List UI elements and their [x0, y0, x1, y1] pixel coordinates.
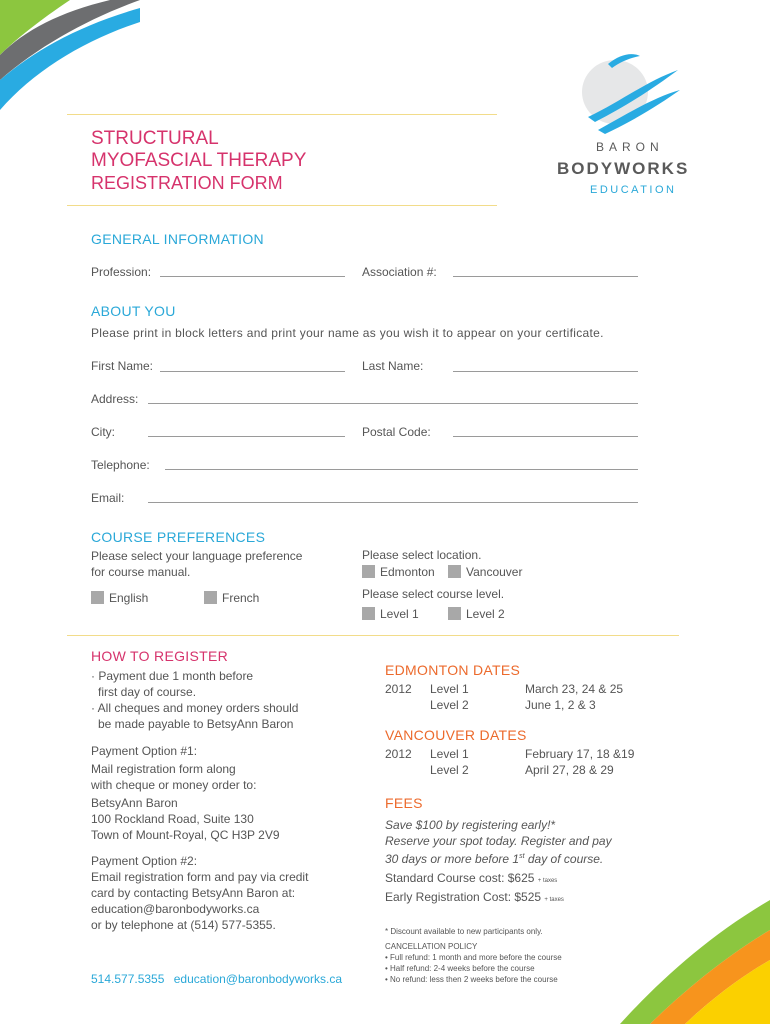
- payment-option-2-email[interactable]: education@baronbodyworks.ca: [91, 902, 260, 916]
- last-name-field[interactable]: [453, 371, 638, 372]
- edmonton-dates-heading: EDMONTON DATES: [385, 662, 521, 678]
- payment-option-1-title: Payment Option #1:: [91, 744, 198, 758]
- discount-note: * Discount available to new participants only.: [385, 927, 543, 936]
- logo-text-bodyworks: BODYWORKS: [557, 159, 690, 178]
- vancouver-date-list: [525, 746, 634, 778]
- location-prompt: Please select location.: [362, 548, 482, 562]
- fees-reserve-line-1: Reserve your spot today. Register and pay: [385, 834, 612, 848]
- title-rule-top: [67, 114, 497, 115]
- payment-option-1-line-2: with cheque or money order to:: [91, 778, 257, 792]
- policy-line-2: • Half refund: 2-4 weeks before the course: [385, 964, 535, 973]
- page-title: [91, 128, 306, 194]
- edmonton-date-2: June 1, 2 & 3: [525, 698, 596, 712]
- english-checkbox[interactable]: [91, 591, 104, 604]
- email-label: Email:: [91, 491, 125, 505]
- logo-mark: [560, 42, 700, 137]
- vancouver-date-1: February 17, 18 &19: [525, 747, 635, 761]
- french-option[interactable]: [204, 590, 259, 606]
- edmonton-label: Edmonton: [380, 565, 435, 579]
- about-instruction: Please print in block letters and print your name as you wish it to appear on your certificate.: [91, 326, 604, 340]
- cancellation-policy: [385, 941, 562, 985]
- fees-save: Save $100 by registering early!*: [385, 818, 556, 832]
- french-label: French: [222, 591, 260, 605]
- how-bullets: [91, 668, 351, 732]
- fees-reserve-line-2-a: 30 days or more before 1: [385, 852, 520, 866]
- bullet-2-line-1: All cheques and money orders should: [97, 701, 299, 715]
- mailing-address-name: BetsyAnn Baron: [91, 796, 178, 810]
- first-name-field[interactable]: [160, 371, 345, 372]
- how-heading: HOW TO REGISTER: [91, 648, 228, 664]
- bullet-1-line-1: Payment due 1 month before: [98, 669, 254, 683]
- bullet-2: · All cheques and money orders should: [91, 701, 299, 715]
- vancouver-checkbox[interactable]: [448, 565, 461, 578]
- bullet-1-line-2: first day of course.: [98, 685, 197, 699]
- postal-code-label: Postal Code:: [362, 425, 431, 439]
- language-prompt-line-2: for course manual.: [91, 565, 191, 579]
- policy-line-3: • No refund: less then 2 weeks before the course: [385, 975, 558, 984]
- title-line-3: REGISTRATION FORM: [91, 173, 283, 193]
- vancouver-year: 2012: [385, 747, 412, 761]
- telephone-label: Telephone:: [91, 458, 150, 472]
- standard-cost-tax: + taxes: [537, 878, 558, 884]
- edmonton-level-2: Level 2: [430, 698, 469, 712]
- address-label: Address:: [91, 392, 139, 406]
- payment-option-2-line-2: card by contacting BetsyAnn Baron at:: [91, 886, 296, 900]
- vancouver-level-1: Level 1: [430, 747, 469, 761]
- corner-swoosh-bottom-right: [600, 900, 770, 1024]
- bullet-2-line-2: be made payable to BetsyAnn Baron: [98, 717, 294, 731]
- title-line-1: STRUCTURAL: [91, 128, 219, 149]
- title-line-2: MYOFASCIAL THERAPY: [91, 150, 307, 171]
- postal-code-field[interactable]: [453, 436, 638, 437]
- footer-email[interactable]: education@baronbodyworks.ca: [173, 972, 343, 986]
- about-heading: ABOUT YOU: [91, 303, 176, 319]
- standard-cost-text: Standard Course cost: $625: [385, 871, 535, 885]
- early-cost: [385, 889, 564, 906]
- vancouver-dates-heading: VANCOUVER DATES: [385, 727, 527, 743]
- mailing-address-city: Town of Mount-Royal, QC H3P 2V9: [91, 828, 280, 842]
- course-heading: COURSE PREFERENCES: [91, 529, 266, 545]
- vancouver-date-2: April 27, 28 & 29: [525, 763, 614, 777]
- cancellation-heading: CANCELLATION POLICY: [385, 942, 478, 951]
- section-divider: [67, 635, 679, 636]
- footer-contact: [91, 972, 342, 986]
- general-heading: GENERAL INFORMATION: [91, 231, 264, 247]
- english-label: English: [109, 591, 149, 605]
- logo-text-education: EDUCATION: [590, 184, 677, 196]
- city-field[interactable]: [148, 436, 345, 437]
- logo-text-baron: BARON: [596, 140, 664, 154]
- level2-option[interactable]: [448, 606, 505, 622]
- fees-reserve-sup: st: [519, 853, 525, 860]
- fees-heading: FEES: [385, 795, 423, 811]
- payment-option-1: [91, 743, 361, 843]
- early-cost-text: Early Registration Cost: $525: [385, 890, 542, 904]
- city-label: City:: [91, 425, 115, 439]
- level1-label: Level 1: [380, 607, 419, 621]
- vancouver-level-2: Level 2: [430, 763, 469, 777]
- english-option[interactable]: [91, 590, 148, 606]
- corner-swoosh-top-left: [0, 0, 140, 110]
- edmonton-checkbox[interactable]: [362, 565, 375, 578]
- mailing-address-street: 100 Rockland Road, Suite 130: [91, 812, 254, 826]
- edmonton-year: 2012: [385, 682, 412, 696]
- french-checkbox[interactable]: [204, 591, 217, 604]
- level1-checkbox[interactable]: [362, 607, 375, 620]
- edmonton-option[interactable]: [362, 564, 435, 580]
- edmonton-levels: [430, 681, 469, 713]
- level1-option[interactable]: [362, 606, 419, 622]
- payment-option-2-title: Payment Option #2:: [91, 854, 198, 868]
- last-name-label: Last Name:: [362, 359, 424, 373]
- early-cost-tax: + taxes: [544, 897, 564, 903]
- payment-option-1-line-1: Mail registration form along: [91, 762, 236, 776]
- policy-line-1: • Full refund: 1 month and more before the course: [385, 953, 562, 962]
- fees-reserve: [385, 833, 612, 867]
- first-name-label: First Name:: [91, 359, 154, 373]
- title-rule-bottom: [67, 205, 497, 206]
- email-field[interactable]: [148, 502, 638, 503]
- level2-label: Level 2: [466, 607, 505, 621]
- profession-field[interactable]: [160, 276, 345, 277]
- association-label: Association #:: [362, 265, 437, 279]
- vancouver-label: Vancouver: [466, 565, 523, 579]
- association-field[interactable]: [453, 276, 638, 277]
- vancouver-option[interactable]: [448, 564, 522, 580]
- fees-reserve-line-2-b: day of course.: [524, 852, 604, 866]
- level-prompt: Please select course level.: [362, 587, 505, 601]
- language-prompt: [91, 548, 302, 580]
- edmonton-date-list: [525, 681, 623, 713]
- telephone-field[interactable]: [165, 469, 638, 470]
- standard-cost: [385, 870, 557, 887]
- edmonton-date-1: March 23, 24 & 25: [525, 682, 624, 696]
- profession-label: Profession:: [91, 265, 152, 279]
- footer-phone[interactable]: 514.577.5355: [91, 972, 165, 986]
- bullet-1: · Payment due 1 month before: [91, 669, 254, 683]
- vancouver-levels: [430, 746, 469, 778]
- address-field[interactable]: [148, 403, 638, 404]
- payment-option-2-phone: or by telephone at (514) 577-5355.: [91, 918, 276, 932]
- fees-reserve-line-2: [385, 849, 612, 867]
- edmonton-level-1: Level 1: [430, 682, 469, 696]
- payment-option-2: [91, 853, 361, 933]
- language-prompt-line-1: Please select your language preference: [91, 549, 303, 563]
- level2-checkbox[interactable]: [448, 607, 461, 620]
- payment-option-2-line-1: Email registration form and pay via credit: [91, 870, 309, 884]
